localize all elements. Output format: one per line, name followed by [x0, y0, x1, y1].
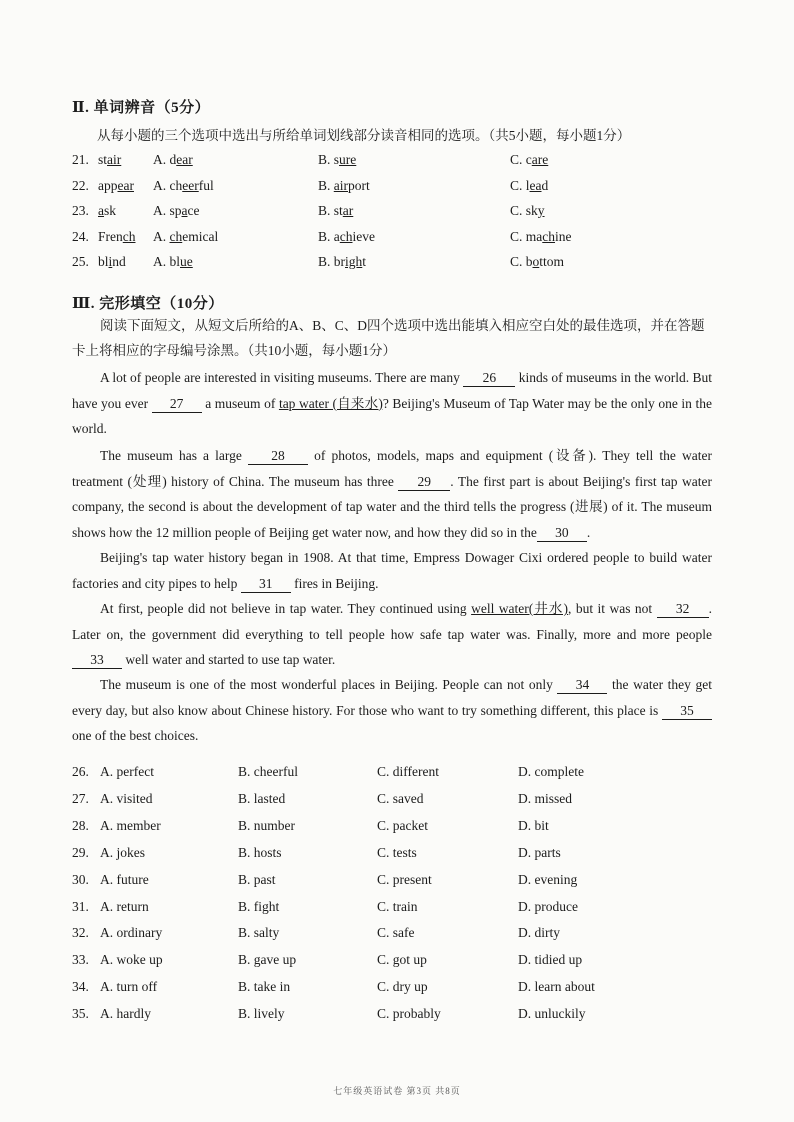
- option-c: C. bottom: [510, 254, 565, 269]
- option-c: C. tests: [377, 844, 417, 860]
- option-c: C. sky: [510, 203, 545, 218]
- question-number: 23.: [72, 203, 89, 218]
- option-a: A. woke up: [100, 952, 163, 968]
- option-b: B. lively: [238, 1006, 285, 1022]
- option-b: B. lasted: [238, 790, 286, 806]
- option-a: A. return: [100, 898, 149, 914]
- option-c: C. probably: [377, 1006, 441, 1022]
- given-word: stair: [98, 152, 122, 167]
- passage-text: ? Beijing's Museum of Tap Water may be the only one in the world.: [72, 395, 712, 437]
- question-number: 34.: [72, 979, 89, 995]
- question-number: 22.: [72, 177, 89, 193]
- given-word: French: [98, 228, 136, 244]
- option-a: A. future: [100, 871, 149, 887]
- passage-paragraph-2: [72, 443, 712, 545]
- passage-text: . Later on, the government did everything to tell people how safe tap water was. Finally, more and more people: [72, 601, 713, 642]
- blank-30: 30: [537, 525, 587, 542]
- option-a: A. jokes: [100, 844, 145, 860]
- option-a: A. dear: [153, 152, 193, 167]
- option-c: C. present: [377, 871, 432, 887]
- question-number: 21.: [72, 152, 89, 167]
- option-b: B. salty: [238, 925, 280, 941]
- option-b: B. take in: [238, 979, 291, 995]
- passage-text: The museum has a large: [100, 448, 249, 463]
- passage-text: fires in Beijing.: [290, 575, 379, 591]
- option-a: A. cheerful: [153, 177, 214, 193]
- option-a: A. ordinary: [100, 925, 163, 941]
- option-b: B. star: [318, 203, 354, 218]
- question-number: 28.: [72, 817, 89, 833]
- question-number: 32.: [72, 925, 89, 941]
- option-d: D. parts: [518, 844, 561, 860]
- section-3-instruction: 阅读下面短文，从短文后所给的A、B、C、D四个选项中选出能填入相应空白处的最佳选项，并在答题卡上将相应的字母编号涂黑。（共10小题，每小题1分）: [72, 318, 705, 358]
- option-d: D. tidied up: [518, 952, 583, 968]
- option-b: B. cheerful: [238, 764, 298, 779]
- blank-33: 33: [72, 652, 122, 669]
- question-number: 27.: [72, 790, 89, 806]
- passage-text: A lot of people are interested in visiting museums. There are many: [100, 370, 464, 385]
- given-word: blind: [98, 254, 126, 269]
- option-c: C. saved: [377, 790, 424, 806]
- section-3-title: Ⅲ. 完形填空（10分）: [72, 296, 224, 312]
- option-d: D. bit: [518, 817, 549, 833]
- option-a: A. blue: [153, 254, 193, 269]
- option-b: B. sure: [318, 152, 357, 167]
- option-c: C. safe: [377, 925, 415, 941]
- passage-text: a museum of: [201, 395, 279, 411]
- page-footer: 七年级英语试卷 第3页 共8页: [333, 1086, 461, 1096]
- option-b: B. fight: [238, 898, 280, 914]
- underlined-term: tap water (自来水): [278, 395, 383, 411]
- passage-text: The museum is one of the most wonderful places in Beijing. People can not only: [100, 677, 558, 692]
- question-number: 33.: [72, 952, 89, 968]
- option-a: A. hardly: [100, 1006, 151, 1022]
- section-2-title: Ⅱ. 单词辨音（5分）: [72, 100, 211, 116]
- option-c: C. different: [377, 764, 439, 779]
- passage-text: well water and started to use tap water.: [122, 652, 336, 668]
- option-a: A. member: [100, 817, 161, 833]
- section-2-instruction: 从每小题的三个选项中选出与所给单词划线部分读音相同的选项。（共5小题，每小题1分）: [97, 128, 631, 143]
- option-a: A. turn off: [100, 979, 158, 995]
- underlined-term: well water(井水): [471, 601, 568, 616]
- passage-text: .: [586, 524, 591, 540]
- passage-text: . The first part is about Beijing's first tap water company, the second is about the development of tap water and the third tells the progress (进展) of it. The museum shows how the 12 million people of Beijing get water now, and how they did so in the: [72, 473, 712, 540]
- option-d: D. dirty: [518, 925, 560, 941]
- passage-paragraph-4: [72, 596, 712, 673]
- option-b: B. hosts: [238, 844, 282, 860]
- blank-27: 27: [152, 396, 202, 413]
- option-d: D. unluckily: [518, 1006, 586, 1022]
- passage-text: kinds of museums in the world. But have you ever: [72, 370, 712, 411]
- given-word: appear: [98, 177, 134, 193]
- option-b: B. achieve: [318, 228, 376, 244]
- option-a: A. space: [153, 203, 200, 218]
- passage-paragraph-5: [72, 672, 712, 749]
- question-number: 30.: [72, 871, 89, 887]
- passage-paragraph-3: [72, 545, 712, 596]
- question-number: 26.: [72, 764, 89, 779]
- question-number: 24.: [72, 228, 89, 244]
- option-c: C. packet: [377, 817, 428, 833]
- passage-text: At first, people did not believe in tap water. They continued using: [100, 601, 472, 616]
- question-number: 29.: [72, 844, 89, 860]
- given-word: ask: [98, 203, 117, 218]
- blank-29: 29: [398, 474, 450, 491]
- option-d: D. produce: [518, 898, 578, 914]
- question-number: 31.: [72, 898, 89, 914]
- blank-32: 32: [657, 601, 709, 618]
- blank-35: 35: [662, 703, 712, 720]
- option-d: D. complete: [518, 764, 584, 779]
- option-c: C. care: [510, 152, 549, 167]
- option-a: A. perfect: [100, 764, 154, 779]
- option-b: B. number: [238, 817, 295, 833]
- option-c: C. machine: [510, 228, 572, 244]
- blank-28: 28: [248, 448, 308, 465]
- option-c: C. got up: [377, 952, 427, 968]
- question-number: 35.: [72, 1006, 89, 1022]
- blank-31: 31: [241, 576, 291, 593]
- option-b: B. past: [238, 871, 276, 887]
- option-a: A. chemical: [153, 228, 219, 244]
- passage-text: of photos, models, maps and equipment (设备). They tell the water treatment (处理) history of China. The museum has three: [72, 448, 712, 489]
- option-d: D. learn about: [518, 979, 595, 995]
- option-d: D. evening: [518, 871, 578, 887]
- passage-text: the water they get every day, but also know about Chinese history. For those who want to try something different, this place is: [72, 677, 712, 718]
- option-c: C. train: [377, 898, 418, 914]
- blank-26: 26: [463, 370, 515, 387]
- passage-text: Beijing's tap water history began in 1908. At that time, Empress Dowager Cixi ordered people to build water factories and city pipes to help: [72, 550, 712, 591]
- option-b: B. airport: [318, 177, 370, 193]
- option-a: A. visited: [100, 790, 153, 806]
- blank-34: 34: [557, 677, 607, 694]
- option-c: C. dry up: [377, 979, 428, 995]
- passage-paragraph-1: [72, 365, 712, 442]
- option-b: B. gave up: [238, 952, 297, 968]
- passage-text: , but it was not: [568, 601, 657, 616]
- question-number: 25.: [72, 254, 89, 269]
- passage-text: one of the best choices.: [72, 728, 199, 744]
- option-d: D. missed: [518, 790, 572, 806]
- option-b: B. bright: [318, 254, 367, 269]
- option-c: C. lead: [510, 177, 549, 193]
